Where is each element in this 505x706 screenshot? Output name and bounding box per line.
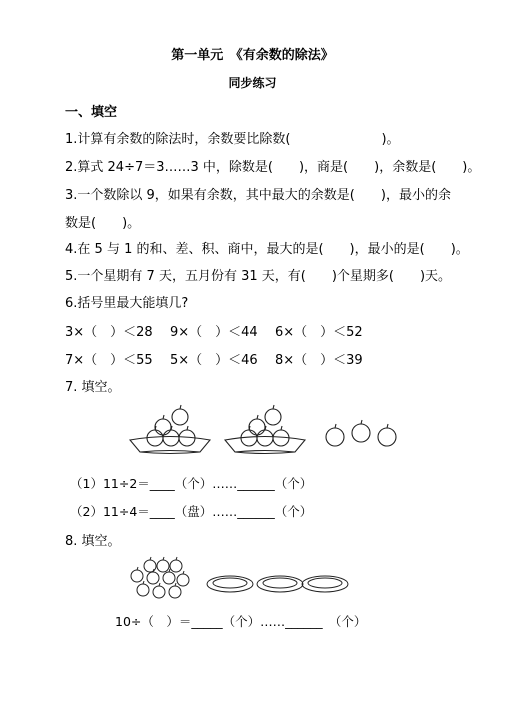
page-subtitle: 同步练习 [228, 76, 277, 90]
q6-item: 7×（ ）＜55 [65, 353, 153, 368]
plate-icon [302, 576, 348, 592]
section-heading: 一、填空 [65, 105, 118, 120]
question-3-line-1: 3.一个数除以 9，如果有余数，其中最大的余数是( )，最小的余 [65, 188, 451, 203]
question-2: 2.算式 24÷7＝3……3 中，除数是( )，商是( )，余数是( )。 [65, 160, 481, 175]
question-3-line-2: 数是( )。 [65, 216, 141, 231]
q6-item: 3×（ ）＜28 [65, 325, 153, 340]
q6-item: 8×（ ）＜39 [275, 353, 363, 368]
apple-icon [155, 415, 171, 435]
question-1: 1.计算有余数的除法时，余数要比除数( )。 [65, 132, 400, 147]
question-7-part-2: （2）11÷4＝____（盘）……______（个） [70, 504, 313, 519]
apple-icon [179, 426, 195, 446]
q6-item: 9×（ ）＜44 [170, 325, 258, 340]
apple-icon [352, 420, 370, 442]
q6-item: 6×（ ）＜52 [275, 325, 363, 340]
page-title: 第一单元 《有余数的除法》 [171, 48, 334, 63]
apple-icon [265, 405, 281, 425]
q7-apples-illustration [125, 405, 405, 460]
apple-icon [147, 569, 159, 584]
question-8: 8. 填空。 [65, 534, 121, 549]
apple-icon [137, 581, 149, 596]
apple-icon [131, 567, 143, 582]
question-6: 6.括号里最大能填几? [65, 296, 189, 311]
apple-icon [172, 405, 188, 425]
plate-icon [130, 437, 210, 454]
apple-icon [153, 583, 165, 598]
question-8-answer-line: 10÷（ ）＝_____（个）……______ （个） [115, 614, 367, 629]
q8-apples-plates-illustration [125, 556, 350, 606]
plate-icon [207, 576, 253, 592]
apple-icon [326, 424, 344, 446]
plate-icon [257, 576, 303, 592]
apple-icon [170, 557, 182, 572]
question-5: 5.一个星期有 7 天，五月份有 31 天，有( )个星期多( )天。 [65, 269, 452, 284]
question-4: 4.在 5 与 1 的和、差、积、商中，最大的是( )，最小的是( )。 [65, 242, 469, 257]
apple-icon [249, 415, 265, 435]
apple-icon [157, 557, 169, 572]
q6-item: 5×（ ）＜46 [170, 353, 258, 368]
question-7: 7. 填空。 [65, 380, 121, 395]
plate-icon [225, 437, 305, 454]
apple-icon [273, 426, 289, 446]
apple-icon [378, 424, 396, 446]
apple-icon [177, 571, 189, 586]
question-7-part-1: （1）11÷2＝____（个）……______（个） [70, 476, 313, 491]
